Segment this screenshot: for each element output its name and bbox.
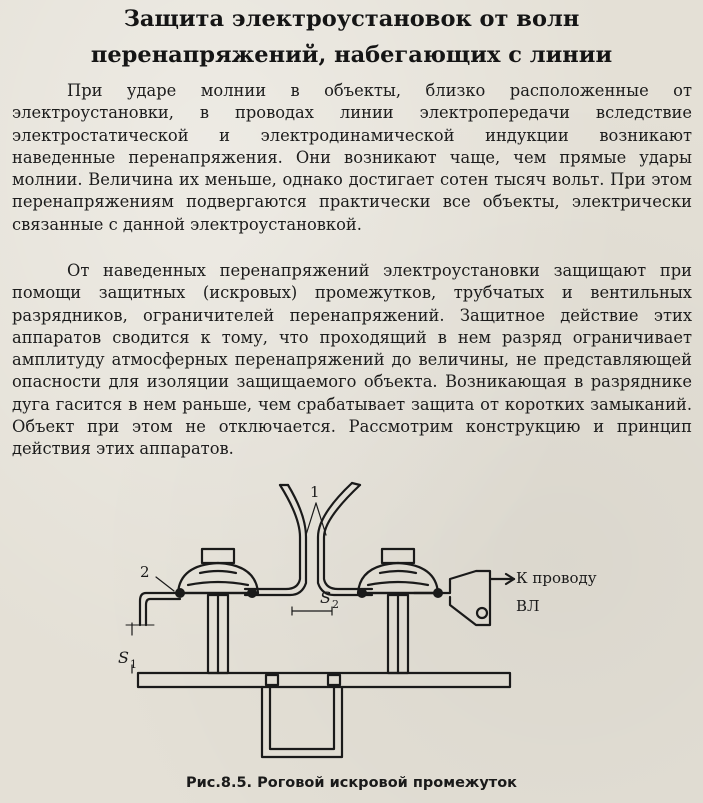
label-vl: ВЛ — [516, 597, 540, 615]
label-s2: S — [320, 588, 331, 607]
nut-left-b — [247, 588, 257, 598]
title-line-2: перенапряжений, набегающих с линии — [90, 42, 613, 68]
paragraph-1: При ударе молнии в объекты, близко расположенные от электроустановки, в проводах линии электропередачи вследствие электростатической и электродинамической индукции возникают наведенные перенапряжения. Они возникают чаще, чем прямые удары молнии. Величина их меньше, однако достигает сотен тысяч вольт. При этом перенапряжениям подвергаются практически все объекты, электрически связанные с данной электроустановкой. — [12, 81, 692, 234]
label-s1: S — [118, 648, 129, 667]
base-plate — [138, 673, 510, 687]
label-1: 1 — [310, 483, 320, 501]
bolt-left — [266, 675, 278, 685]
mounting-bracket — [262, 687, 342, 757]
label-s2-sub: 2 — [332, 598, 339, 611]
figure-caption: Рис.8.5. Роговой искровой промежуток — [185, 775, 518, 791]
paragraph-2: От наведенных перенапряжений электроустановки защищают при помощи защитных (искровых) промежутков, трубчатых и вентильных разрядников, ограничителей перенапряжений. Защитное действие этих аппаратов сводится к тому, что проходящий в нем разряд ограничивает амплитуду атмосферных перенапряжений до величины, не представляющей опасности для изоляции защищаемого объекта. Возникающая в разряднике дуга гасится в нем раньше, чем срабатывает защита от коротких замыканий. Объект при этом не отключается. Рассмотрим конструкцию и принцип действия этих аппаратов. — [12, 261, 692, 459]
label-to-wire: К проводу — [516, 569, 597, 587]
nut-left-a — [175, 588, 185, 598]
horn-gap-diagram — [120, 475, 640, 765]
figure-horn-gap — [120, 475, 640, 765]
label-2: 2 — [140, 563, 150, 581]
label-s1-sub: 1 — [130, 658, 137, 671]
title-line-1: Защита электроустановок от волн — [123, 6, 580, 32]
nut-right-b — [433, 588, 443, 598]
nut-right-a — [357, 588, 367, 598]
bolt-right — [328, 675, 340, 685]
